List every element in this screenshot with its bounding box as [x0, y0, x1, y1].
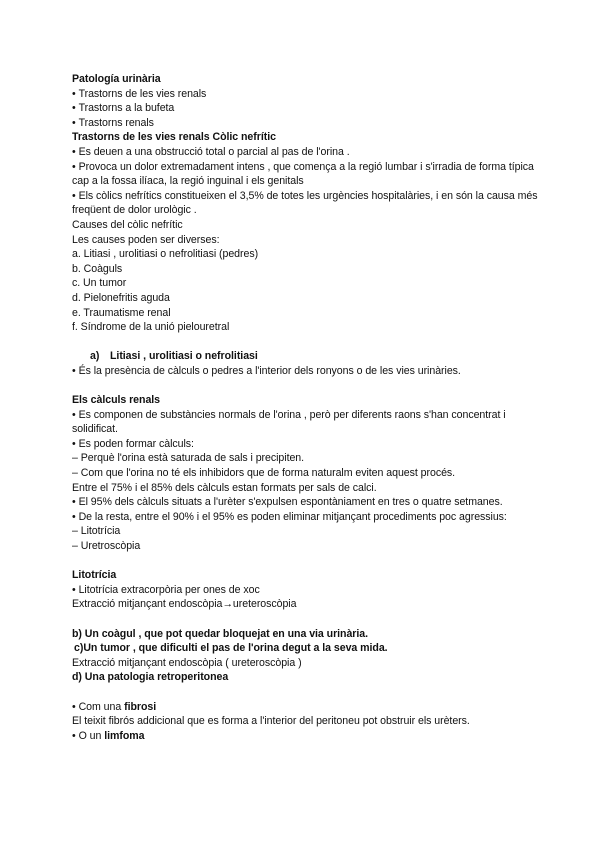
- list-item-emphasis: fibrosi: [124, 700, 157, 713]
- spacer: [72, 554, 542, 569]
- list-item: • El 95% dels càlculs situats a l'urèter s'expulsen espontàniament en tres o quatre setmanes.: [72, 495, 542, 510]
- list-item: • Es componen de substàncies normals de l'orina , però per diferents raons s'han concentrat i solidificat.: [72, 408, 542, 437]
- list-item: b. Coàguls: [72, 262, 123, 275]
- list-item: • Litotrícia extracorpòria per ones de xoc: [72, 583, 542, 598]
- list-item: – Litotrícia: [72, 525, 121, 538]
- list-item: – Perquè l'orina està saturada de sals i precipiten.: [72, 452, 305, 465]
- section-heading: [72, 349, 542, 364]
- section-heading: b) Un coàgul , que pot quedar bloquejat en una via urinària.: [72, 627, 369, 640]
- list-item: • És la presència de càlculs o pedres a l'interior dels ronyons o de les vies urinàries.: [72, 364, 542, 379]
- list-item: • Trastorns renals: [72, 116, 542, 131]
- list-item: – Com que l'orina no té els inhibidors que de forma naturalm eviten aquest procés.: [72, 467, 456, 480]
- document-body: [72, 72, 542, 743]
- section-heading: Trastorns de les vies renals Còlic nefrític: [72, 131, 276, 144]
- spacer: [72, 612, 542, 627]
- list-item: • Provoca un dolor extremadament intens , que comença a la regió lumbar i s'irradia de forma típica cap a la fossa ilíaca, la regió inguinal i els genitals: [72, 160, 542, 189]
- list-item: c. Un tumor: [72, 277, 127, 290]
- list-item: d. Pielonefritis aguda: [72, 291, 170, 304]
- paragraph: Les causes poden ser diverses:: [72, 233, 220, 246]
- paragraph: El teixit fibrós addicional que es forma a l'interior del peritoneu pot obstruir els urèters.: [72, 715, 470, 728]
- list-item: – Uretroscòpia: [72, 540, 141, 552]
- paragraph: Extracció mitjançant endoscòpia→ureteroscòpia: [72, 598, 297, 611]
- paragraph: Causes del còlic nefrític: [72, 218, 183, 231]
- spacer: [72, 685, 542, 700]
- section-heading-text: Litiasi , urolitiasi o nefrolitiasi: [110, 350, 258, 363]
- paragraph: Extracció mitjançant endoscòpia ( ureteroscòpia ): [72, 656, 302, 669]
- list-item-text: Com una: [78, 700, 125, 713]
- section-heading: d) Una patologia retroperitonea: [72, 671, 229, 684]
- list-item: e. Traumatisme renal: [72, 306, 171, 319]
- document-title: Patología urinària: [72, 73, 161, 85]
- list-marker: a): [90, 350, 100, 363]
- paragraph: Entre el 75% i el 85% dels càlculs estan formats per sals de calci.: [72, 481, 377, 494]
- section-heading: Litotrícia: [72, 569, 117, 582]
- list-item-text: O un: [78, 729, 105, 742]
- spacer: [72, 378, 542, 393]
- list-item: [72, 729, 542, 744]
- list-item: [72, 700, 542, 715]
- list-item: • Es deuen a una obstrucció total o parcial al pas de l'orina .: [72, 145, 542, 160]
- list-item: • Els còlics nefrítics constitueixen el 3,5% de totes les urgències hospitalàries, i en són la causa més freqüent de dolor urològic .: [72, 189, 542, 218]
- spacer: [72, 335, 542, 350]
- section-heading: Els càlculs renals: [72, 394, 161, 407]
- list-item: a. Litiasi , urolitiasi o nefrolitiasi (pedres): [72, 248, 259, 261]
- list-item: • De la resta, entre el 90% i el 95% es poden eliminar mitjançant procediments poc agressius:: [72, 510, 542, 525]
- list-item: • Es poden formar càlculs:: [72, 437, 542, 452]
- list-item: • Trastorns de les vies renals: [72, 87, 542, 102]
- list-item: • Trastorns a la bufeta: [72, 101, 542, 116]
- list-item-emphasis: limfoma: [104, 729, 145, 742]
- list-item: f. Síndrome de la unió pielouretral: [72, 321, 230, 334]
- section-heading: c)Un tumor , que dificulti el pas de l'orina degut a la seva mida.: [74, 642, 388, 655]
